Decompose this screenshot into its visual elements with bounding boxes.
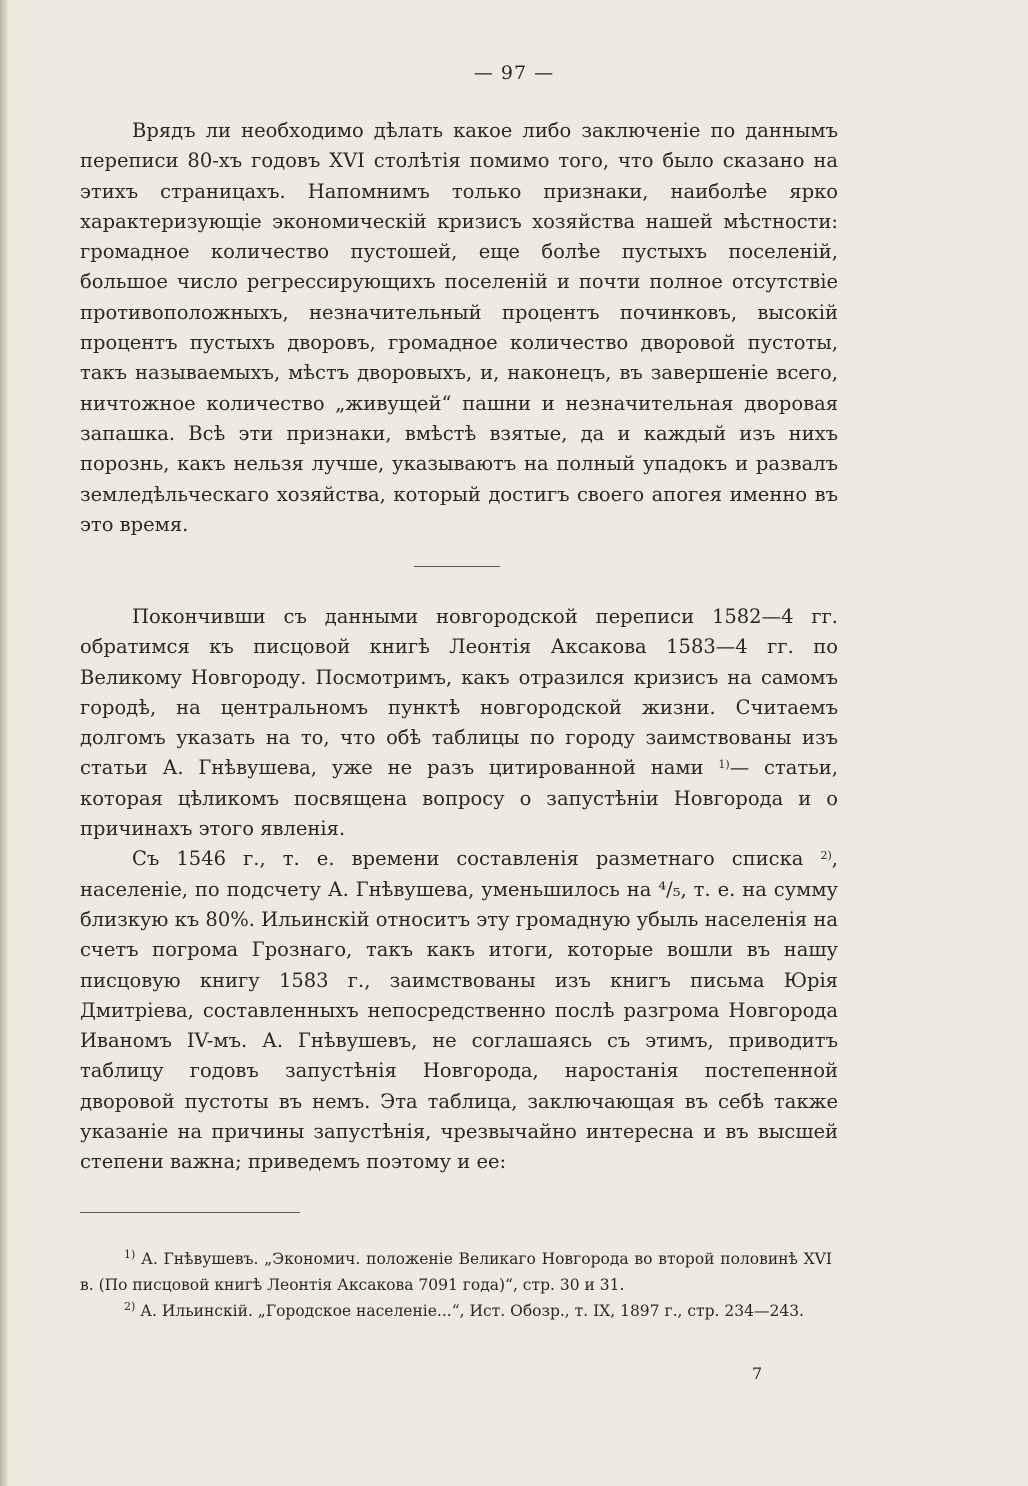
paragraph-text: Покончивши съ данными новгородской переписи 1582—4 гг. обратимся къ писцовой книгѣ Леонтія Аксакова 1583—4 гг. по Великому Новгороду. Посмотримъ, какъ отразился кризисъ на самомъ городѣ, на центральномъ пунктѣ новгородской жизни. Считаемъ долгомъ указать на то, что обѣ таблицы по городу заимствованы изъ статьи А. Гнѣвушева, уже не разъ цитированной нами bbox=[80, 605, 838, 780]
footnote-marker: 1) bbox=[124, 1248, 136, 1261]
paragraph: Врядъ ли необходимо дѣлать какое либо заключеніе по даннымъ переписи 80-хъ годовъ XVI столѣтія помимо того, что было сказано на этихъ страницахъ. Напомнимъ только признаки, наиболѣе ярко характеризующіе экономическій кризисъ хозяйства нашей мѣстности: громадное количество пустошей, еще болѣе пустыхъ поселеній, большое число регрессирующихъ поселеній и почти полное отсутствіе противоположныхъ, незначительный процентъ починковъ, высокій процентъ пустыхъ дворовъ, громадное количество дворовой пустоты, такъ называемыхъ, мѣстъ дворовыхъ, и, наконецъ, въ завершеніе всего, ничтожное количество „живущей“ пашни и незначительная дворовая запашка. Всѣ эти признаки, вмѣстѣ взятые, да и каждый изъ нихъ порознь, какъ нельзя лучше, указываютъ на полный упадокъ и развалъ земледѣльческаго хозяйства, который достигъ своего апогея именно въ это время. bbox=[80, 119, 838, 536]
paragraph bbox=[80, 844, 838, 1177]
paragraph bbox=[80, 602, 838, 844]
signature-mark: 7 bbox=[752, 1364, 763, 1383]
footnotes bbox=[80, 1246, 832, 1324]
paragraph-text: Съ 1546 г., т. е. времени составленія разметнаго списка bbox=[132, 847, 804, 871]
section-1-text bbox=[80, 116, 838, 540]
footnote-1 bbox=[80, 1246, 832, 1298]
footnote-marker: 2) bbox=[124, 1300, 136, 1313]
footnote-text: А. Ильинскій. „Городское населеніе...“, Ист. Обозр., т. IX, 1897 г., стр. 234—243. bbox=[140, 1302, 804, 1320]
footnote-2 bbox=[80, 1298, 832, 1324]
footnote-rule bbox=[80, 1212, 300, 1213]
footnote-ref-2: 2) bbox=[820, 849, 832, 863]
paragraph-text: , населеніе, по подсчету А. Гнѣвушева, уменьшилось на ⁴/₅, т. е. на сумму близкую къ 80%. Ильинскій относитъ эту громадную убыль населенія на счетъ погрома Грознаго, такъ какъ итоги, которые вошли въ нашу писцовую книгу 1583 г., заимствованы изъ книгъ письма Юрія Дмитріева, составленныхъ непосредственно послѣ разгрома Новгорода Иваномъ IV-мъ. А. Гнѣвушевъ, не соглашаясь съ этимъ, приводитъ таблицу годовъ запустѣнія Новгорода, наростанія постепенной дворовой пустоты въ немъ. Эта таблица, заключающая въ себѣ также указаніе на причины запустѣнія, чрезвычайно интересна и въ высшей степени важна; приведемъ поэтому и ее: bbox=[80, 847, 838, 1174]
page-binding-edge bbox=[0, 0, 8, 1486]
footnote-text: А. Гнѣвушевъ. „Экономич. положеніе Великаго Новгорода во второй половинѣ XVI в. (По писцовой книгѣ Леонтія Аксакова 7091 года)“, стр. 30 и 31. bbox=[80, 1250, 832, 1294]
section-separator bbox=[414, 566, 500, 567]
section-2-text bbox=[80, 602, 838, 1178]
footnote-ref-1: 1) bbox=[718, 758, 730, 772]
page-number-header: — 97 — bbox=[473, 62, 555, 84]
paragraph-text: — статьи, которая цѣликомъ посвящена вопросу о запустѣніи Новгорода и о причинахъ этого явленія. bbox=[80, 756, 838, 841]
